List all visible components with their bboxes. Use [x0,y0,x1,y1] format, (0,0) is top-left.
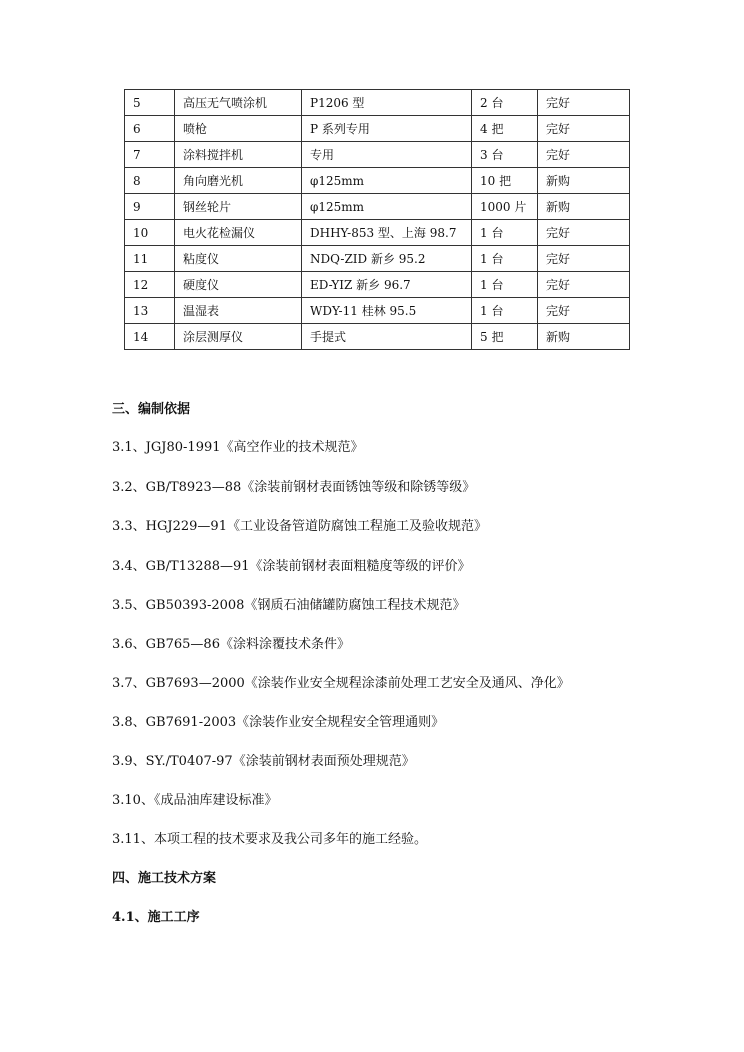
cell-spec: φ125mm [302,168,472,194]
basis-item-11: 3.11、本项工程的技术要求及我公司多年的施工经验。 [112,832,427,847]
cell-qty: 5 把 [472,324,538,350]
cell-status: 完好 [538,272,630,298]
cell-qty: 2 台 [472,90,538,116]
basis-item-10: 3.10、《成品油库建设标准》 [112,793,278,808]
table-row [125,142,630,168]
cell-name: 粘度仪 [175,246,302,272]
cell-no: 8 [125,168,175,194]
cell-status: 新购 [538,194,630,220]
table-row [125,298,630,324]
cell-status: 完好 [538,142,630,168]
cell-qty: 4 把 [472,116,538,142]
cell-name: 钢丝轮片 [175,194,302,220]
cell-no: 13 [125,298,175,324]
basis-item-6: 3.6、GB765—86《涂料涂覆技术条件》 [112,637,350,652]
equipment-table-body [125,90,630,350]
cell-spec: φ125mm [302,194,472,220]
table-row [125,116,630,142]
cell-qty: 3 台 [472,142,538,168]
cell-name: 喷枪 [175,116,302,142]
basis-item-5: 3.5、GB50393-2008《钢质石油储罐防腐蚀工程技术规范》 [112,598,466,613]
cell-no: 6 [125,116,175,142]
cell-name: 温湿表 [175,298,302,324]
cell-spec: NDQ-ZID 新乡 95.2 [302,246,472,272]
cell-status: 完好 [538,298,630,324]
cell-no: 5 [125,90,175,116]
cell-status: 新购 [538,324,630,350]
cell-status: 完好 [538,246,630,272]
basis-item-4: 3.4、GB/T13288—91《涂装前钢材表面粗糙度等级的评价》 [112,559,471,574]
cell-status: 完好 [538,116,630,142]
cell-spec: DHHY-853 型、上海 98.7 [302,220,472,246]
table-row [125,220,630,246]
section-heading-basis: 三、编制依据 [112,402,191,417]
cell-no: 7 [125,142,175,168]
section-heading-plan: 四、施工技术方案 [112,871,217,886]
cell-qty: 1 台 [472,246,538,272]
cell-no: 14 [125,324,175,350]
basis-item-2: 3.2、GB/T8923—88《涂装前钢材表面锈蚀等级和除锈等级》 [112,480,476,495]
subsection-heading-procedure: 4.1、施工工序 [112,910,200,925]
table-row [125,168,630,194]
cell-spec: P1206 型 [302,90,472,116]
table-row [125,194,630,220]
cell-qty: 1000 片 [472,194,538,220]
cell-status: 完好 [538,220,630,246]
cell-no: 10 [125,220,175,246]
cell-qty: 1 台 [472,220,538,246]
cell-qty: 1 台 [472,272,538,298]
cell-no: 11 [125,246,175,272]
basis-item-8: 3.8、GB7691-2003《涂装作业安全规程安全管理通则》 [112,715,445,730]
cell-spec: 手提式 [302,324,472,350]
cell-spec: 专用 [302,142,472,168]
cell-status: 新购 [538,168,630,194]
equipment-table [124,89,630,350]
table-row [125,272,630,298]
cell-qty: 10 把 [472,168,538,194]
basis-item-7: 3.7、GB7693—2000《涂装作业安全规程涂漆前处理工艺安全及通风、净化》 [112,676,570,691]
cell-spec: WDY-11 桂林 95.5 [302,298,472,324]
cell-name: 电火花检漏仪 [175,220,302,246]
cell-no: 9 [125,194,175,220]
table-row [125,246,630,272]
basis-item-9: 3.9、SY./T0407-97《涂装前钢材表面预处理规范》 [112,754,415,769]
cell-no: 12 [125,272,175,298]
table-row [125,324,630,350]
basis-item-3: 3.3、HGJ229—91《工业设备管道防腐蚀工程施工及验收规范》 [112,519,487,534]
cell-status: 完好 [538,90,630,116]
table-row [125,90,630,116]
cell-name: 涂料搅拌机 [175,142,302,168]
cell-name: 硬度仪 [175,272,302,298]
cell-name: 高压无气喷涂机 [175,90,302,116]
cell-name: 涂层测厚仪 [175,324,302,350]
cell-name: 角向磨光机 [175,168,302,194]
basis-item-1: 3.1、JGJ80-1991《高空作业的技术规范》 [112,440,364,455]
cell-spec: P 系列专用 [302,116,472,142]
cell-spec: ED-YIZ 新乡 96.7 [302,272,472,298]
cell-qty: 1 台 [472,298,538,324]
